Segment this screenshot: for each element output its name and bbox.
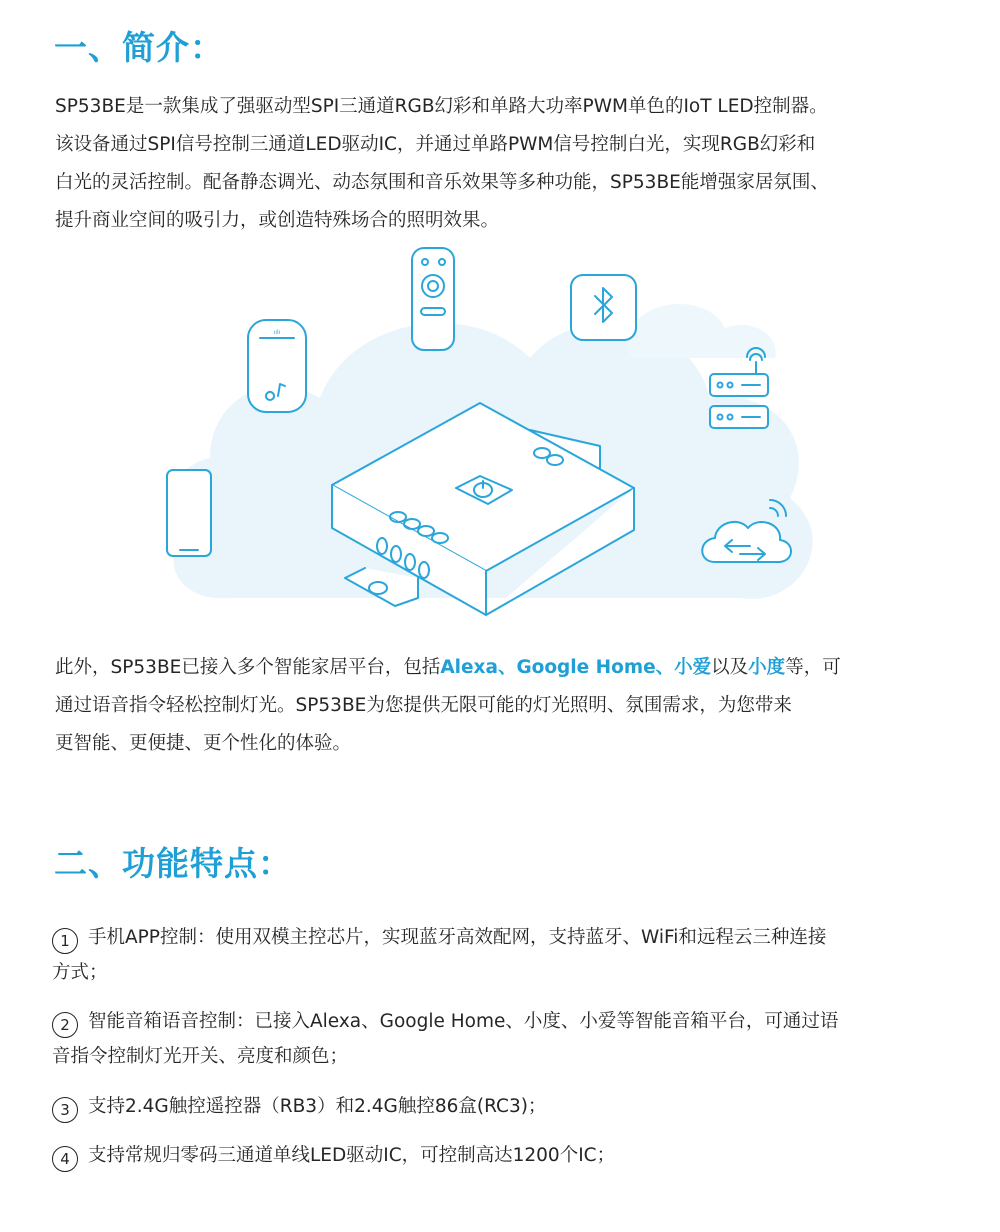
section-title-intro: 一、简介： <box>54 28 224 67</box>
bluetooth-icon <box>571 275 636 340</box>
router-icon <box>710 348 768 428</box>
feature-item <box>52 1138 952 1173</box>
feature-number: 1 <box>52 928 78 954</box>
product-illustration <box>150 238 830 648</box>
smart-speaker-icon <box>248 320 306 412</box>
feature-line <box>52 920 952 955</box>
text-span: 以及 <box>711 657 749 678</box>
platform-line: 更智能、更便捷、更个性化的体验。 <box>55 733 352 754</box>
platform-line: 通过语音指令轻松控制灯光。SP53BE为您提供无限可能的灯光照明、氛围需求，为您带来 <box>55 695 792 716</box>
feature-text: 支持2.4G触控遥控器（RB3）和2.4G触控86盒(RC3)； <box>88 1096 547 1117</box>
intro-paragraph <box>55 88 955 240</box>
svg-text:ıılı: ıılı <box>273 329 281 336</box>
feature-text: 手机APP控制：使用双模主控芯片，实现蓝牙高效配网，支持蓝牙、WiFi和远程云三种连接 <box>88 927 827 948</box>
feature-item <box>52 1004 952 1074</box>
highlight-platforms: Alexa、Google Home、小爱 <box>440 657 712 678</box>
feature-line <box>52 1004 952 1039</box>
intro-line: SP53BE是一款集成了强驱动型SPI三通道RGB幻彩和单路大功率PWM单色的IoT LED控制器。 <box>55 96 828 117</box>
feature-item <box>52 1089 952 1124</box>
intro-line: 提升商业空间的吸引力，或创造特殊场合的照明效果。 <box>55 210 500 231</box>
feature-line <box>52 1089 952 1124</box>
text-span: 此外，SP53BE已接入多个智能家居平台，包括 <box>55 657 441 678</box>
platform-paragraph <box>55 649 955 763</box>
feature-line <box>52 1138 952 1173</box>
feature-number: 4 <box>52 1146 78 1172</box>
feature-text: 智能音箱语音控制：已接入Alexa、Google Home、小度、小爱等智能音箱平台，可通过语 <box>88 1011 839 1032</box>
section-title-features: 二、功能特点： <box>54 844 292 883</box>
phone-icon <box>167 470 211 556</box>
remote-control-icon <box>412 248 454 350</box>
feature-item <box>52 920 952 990</box>
feature-text: 支持常规归零码三通道单线LED驱动IC，可控制高达1200个IC； <box>88 1145 616 1166</box>
text-span: 等，可 <box>785 657 841 678</box>
highlight-xiaodu: 小度 <box>748 657 786 678</box>
intro-line: 该设备通过SPI信号控制三通道LED驱动IC，并通过单路PWM信号控制白光，实现RGB幻彩和 <box>55 134 816 155</box>
intro-line: 白光的灵活控制。配备静态调光、动态氛围和音乐效果等多种功能，SP53BE能增强家居氛围、 <box>55 172 829 193</box>
platform-line <box>55 649 955 687</box>
feature-line: 音指令控制灯光开关、亮度和颜色； <box>52 1046 349 1067</box>
feature-number: 2 <box>52 1012 78 1038</box>
feature-number: 3 <box>52 1097 78 1123</box>
feature-line: 方式； <box>52 962 108 983</box>
